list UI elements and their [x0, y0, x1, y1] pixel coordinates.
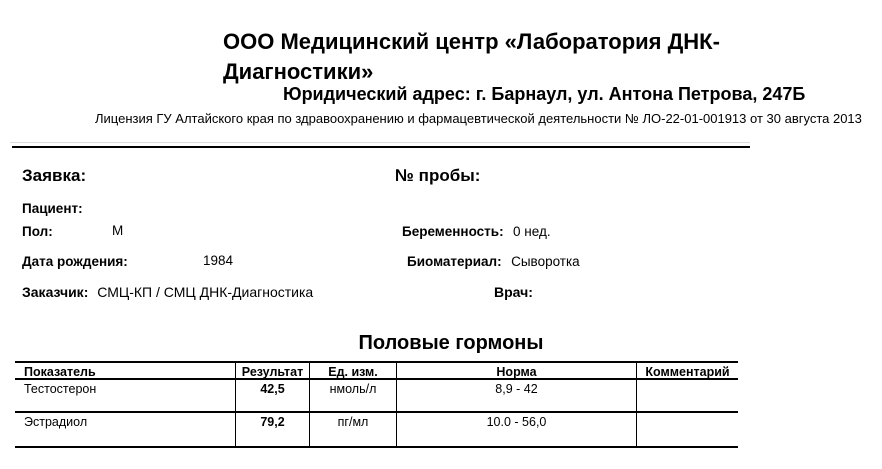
- biomaterial-row: [407, 253, 580, 271]
- birth-date-value: 1984: [203, 253, 234, 268]
- customer-value: СМЦ-КП / СМЦ ДНК-Диагностика: [97, 284, 314, 300]
- biomaterial-value: Сыворотка: [511, 254, 580, 269]
- comment-cell: [636, 413, 738, 446]
- column-header-comment: Комментарий: [636, 363, 738, 378]
- pregnancy-label: Беременность:: [402, 224, 504, 239]
- sex-row: [22, 223, 124, 241]
- org-name: ООО Медицинский центр «Лаборатория ДНК-Диагностики»: [223, 29, 720, 84]
- legal-address: Юридический адрес: г. Барнаул, ул. Антона Петрова, 247Б: [283, 84, 806, 104]
- section-title: Половые гормоны: [358, 332, 544, 354]
- comment-cell: [636, 380, 738, 411]
- pregnancy-row: [402, 223, 551, 241]
- result-cell: 79,2: [235, 413, 309, 446]
- norm-cell: 8,9 - 42: [396, 380, 636, 411]
- sex-label: Пол:: [22, 224, 53, 239]
- results-table: [15, 361, 738, 448]
- customer-label: Заказчик:: [22, 284, 89, 300]
- doctor-label: Врач:: [494, 284, 533, 300]
- birth-date-label: Дата рождения:: [22, 254, 128, 269]
- customer-row: [22, 284, 313, 300]
- results-table-header-row: [15, 361, 738, 380]
- indicator-cell: Тестостерон: [24, 382, 97, 396]
- pregnancy-value: 0 нед.: [513, 224, 551, 239]
- request-label: Заявка:: [22, 166, 87, 185]
- table-row: [15, 413, 738, 448]
- column-header-result: Результат: [235, 363, 309, 378]
- result-cell: 42,5: [235, 380, 309, 411]
- indicator-cell: Эстрадиол: [24, 415, 88, 429]
- birth-date-row: [22, 253, 234, 271]
- sex-value: М: [112, 223, 124, 238]
- column-header-norm: Норма: [396, 363, 636, 378]
- sample-number-label: № пробы:: [395, 166, 481, 185]
- table-row: [15, 380, 738, 413]
- norm-cell: 10.0 - 56,0: [396, 413, 636, 446]
- column-header-indicator: Показатель: [24, 365, 96, 378]
- column-header-unit: Ед. изм.: [309, 363, 396, 378]
- unit-cell: пг/мл: [309, 413, 396, 446]
- patient-label: Пациент:: [22, 201, 83, 216]
- unit-cell: нмоль/л: [309, 380, 396, 411]
- header-divider-rule: [12, 146, 750, 148]
- header-divider-light: [10, 142, 750, 143]
- biomaterial-label: Биоматериал:: [407, 254, 502, 269]
- license-line: Лицензия ГУ Алтайского края по здравоохранению и фармацевтической деятельности № ЛО-22-01-001913 от 30 августа 2013: [95, 111, 862, 126]
